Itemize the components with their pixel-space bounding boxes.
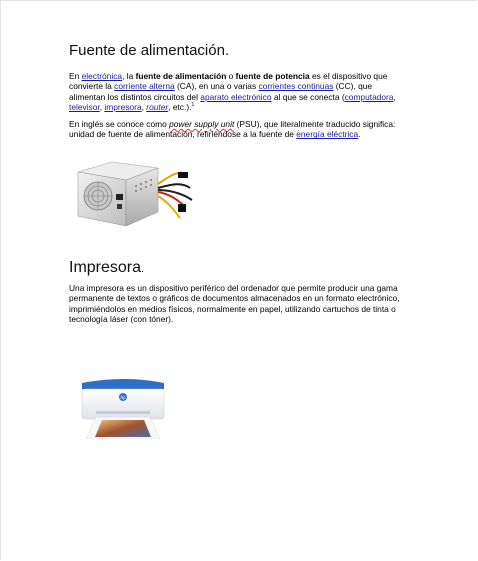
heading-text: Fuente de alimentación: [69, 42, 225, 59]
paragraph-printer-definition: Una impresora es un dispositivo periférico del ordenador que permite producir una gama permanente de textos o gráficos de documentos almacenados en un formato electrónico, imprimiéndolos en medios físicos, normalmente en papel, utilizando cartuchos de tinta o tecnología láser (con tóner).: [69, 283, 400, 325]
link-router[interactable]: router: [146, 102, 169, 113]
paragraph-psu-english: En inglés se conoce como power supply unit (PSU), que literalmente traducido significa: unidad de fuente de alimentación, refiriéndose a la fuente de energía eléctrica.: [69, 119, 396, 140]
bold-term: fuente de alimentación: [135, 71, 227, 81]
link-aparato-electronico[interactable]: aparato electrónico: [200, 91, 272, 102]
svg-text:hp: hp: [120, 394, 126, 400]
italic-term-psu: power supply unit: [169, 119, 235, 129]
heading-power-supply: [69, 42, 229, 59]
link-televisor[interactable]: televisor: [69, 102, 100, 113]
bold-term: fuente de potencia: [235, 71, 310, 81]
heading-dot: .: [141, 263, 145, 275]
link-corrientes-continuas[interactable]: corrientes continuas: [258, 81, 334, 92]
link-energia-electrica[interactable]: energía eléctrica: [296, 129, 359, 140]
link-computadora[interactable]: computadora: [344, 91, 394, 102]
footnote-ref[interactable]: 1: [191, 102, 195, 109]
hp-printer-photo: [80, 377, 166, 439]
paragraph-psu-definition: En electrónica, la fuente de alimentación o fuente de potencia es el dispositivo que convierte la corriente alterna (CA), en una o varias corrientes continuas (CC), que alimentan los distintos circuitos del aparato electrónico al que se conecta (computadora, televisor, impresora, router, etc.).$^1$: [69, 71, 396, 113]
power-supply-photo: [74, 160, 194, 226]
link-corriente-alterna[interactable]: corriente alterna: [114, 81, 175, 92]
heading-dot: .: [224, 42, 230, 59]
heading-printer: [69, 259, 144, 277]
link-impresora[interactable]: impresora: [104, 102, 142, 113]
link-electronica[interactable]: electrónica: [81, 71, 123, 81]
heading-text: Impresora: [69, 259, 142, 276]
